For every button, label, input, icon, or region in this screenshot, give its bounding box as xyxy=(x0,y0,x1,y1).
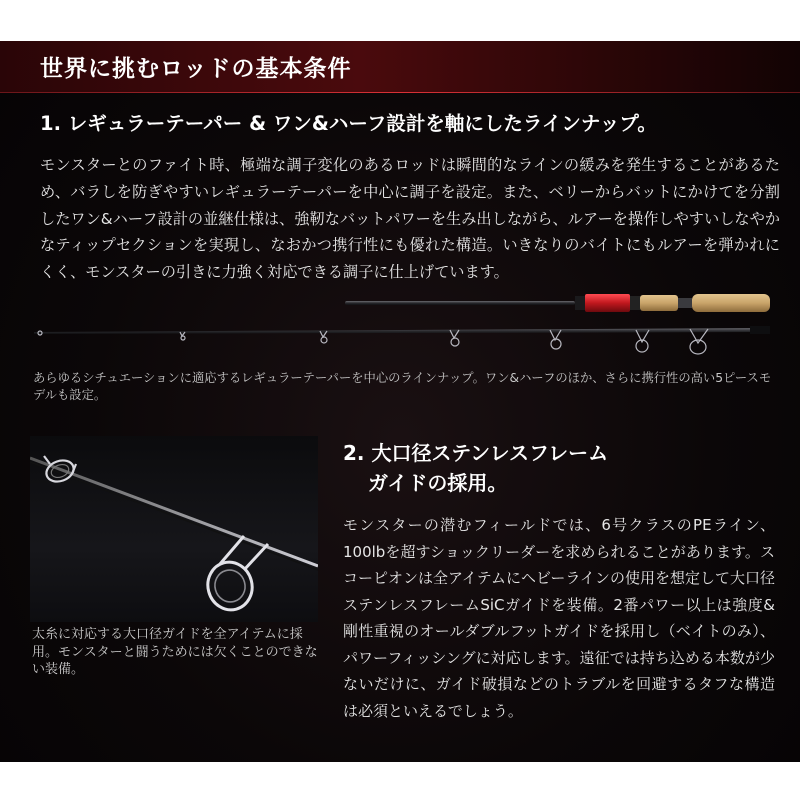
rod-guide-photo xyxy=(30,436,318,622)
bottom-margin xyxy=(0,762,800,800)
section1-body: モンスターとのファイト時、極端な調子変化のあるロッドは瞬間的なラインの緩みを発生することがあるため、バラしを防ぎやすいレギュラーテーパーを中心に調子を設定。また、ベリーからバットにかけてを分割したワン&ハーフ設計の並継仕様は、強靭なバットパワーを生み出しながら、ルアーを操作しやすいしなやかなティップセクションを実現し、なおかつ携行性にも優れた構造。いきなりのバイトにもルアーを弾かれにくく、モンスターの引きに力強く対応できる調子に仕上げています。 xyxy=(40,156,780,282)
section2-body: モンスターの潜むフィールドでは、6号クラスのPEライン、100lbを超すショックリーダーを求められることがあります。スコーピオンは全アイテムにヘビーラインの使用を想定して大口径ステンレスフレームSiCガイドを装備。2番パワー以上は強度&剛性重視のオールダブルフットガイドを採用し（ベイトのみ）、パワーフィッシングに対応します。遠征では持ち込める本数が少ないだけに、ガイド破損などのトラブルを回避するタフな構造は必須といえるでしょう。 xyxy=(343,516,775,720)
rod-tip-section xyxy=(34,326,770,354)
page-title: 世界に挑むロッドの基本条件 xyxy=(40,56,352,82)
section2-heading-line1: 2. 大口径ステンレスフレーム xyxy=(343,441,609,465)
fishing-rod-illustration xyxy=(30,290,775,355)
guide-caption: 太糸に対応する大口径ガイドを全アイテムに採用。モンスターと闘うためには欠くことのできない装備。 xyxy=(32,627,318,677)
rod-guide-closeup xyxy=(30,436,318,622)
section1-heading: 1. レギュラーテーパー & ワン&ハーフ設計を軸にしたラインナップ。 xyxy=(40,112,657,135)
rod-butt-section xyxy=(345,294,770,312)
section2-heading-line2: ガイドの採用。 xyxy=(368,471,508,495)
section2-heading xyxy=(343,438,608,498)
header-divider xyxy=(0,92,800,93)
top-margin xyxy=(0,0,800,41)
rod-caption: あらゆるシチュエーションに適応するレギュラーテーパーを中心のラインナップ。ワン&ハーフのほか、さらに携行性の高い5ピースモデルも設定。 xyxy=(33,371,772,402)
